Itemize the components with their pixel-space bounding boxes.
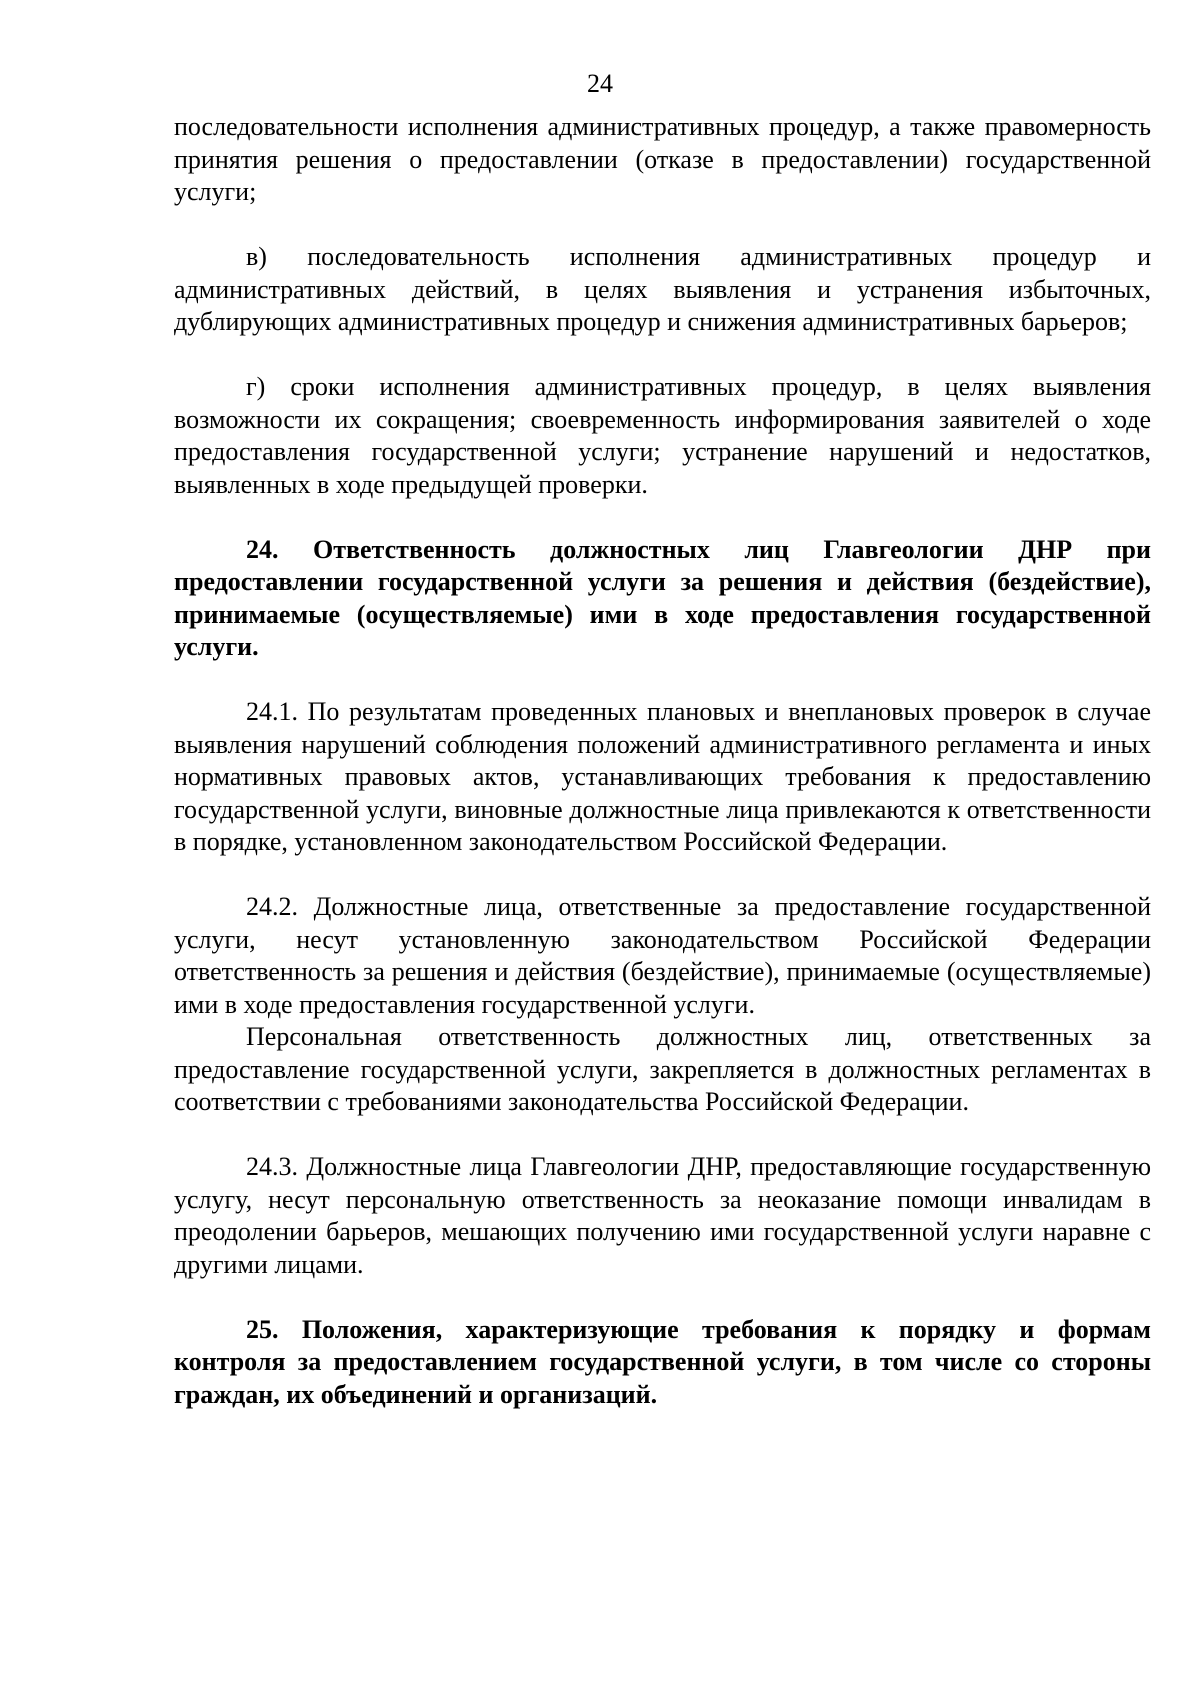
paragraph-item-g: г) сроки исполнения административных процедур, в целях выявления возможности их сокращения; своевременность информирования заявителей о ходе предоставления государственной услуги; устранение нарушений и недостатков, выявленных в ходе предыдущей проверки.: [174, 372, 1151, 499]
paragraph-24-2: 24.2. Должностные лица, ответственные за предоставление государственной услуги, несут установленную законодательством Российской Федерации ответственность за решения и действия (бездействие), принимаемые (осуществляемые) ими в ходе предоставления государственной услуги.: [174, 892, 1151, 1019]
paragraph-24-2-personal: Персональная ответственность должностных лиц, ответственных за предоставление государственной услуги, закрепляется в должностных регламентах в соответствии с требованиями законодательства Российской Федерации.: [174, 1022, 1151, 1116]
section-heading-25: 25. Положения, характеризующие требования к порядку и формам контроля за предоставлением государственной услуги, в том числе со стороны граждан, их объединений и организаций.: [174, 1314, 1151, 1409]
document-body: [174, 111, 1151, 1411]
page-number: 24: [587, 69, 613, 98]
paragraph-24-1: 24.1. По результатам проведенных плановых и внеплановых проверок в случае выявления нарушений соблюдения положений административного регламента и иных нормативных правовых актов, устанавливающих требования к предоставлению государственной услуги, виновные должностные лица привлекаются к ответственности в порядке, установленном законодательством Российской Федерации.: [174, 697, 1151, 856]
paragraph-item-v: в) последовательность исполнения административных процедур и административных действий, в целях выявления и устранения избыточных, дублирующих административных процедур и снижения административных барьеров;: [174, 242, 1151, 336]
paragraph-24-3: 24.3. Должностные лица Главгеологии ДНР, предоставляющие государственную услугу, несут персональную ответственность за неоказание помощи инвалидам в преодолении барьеров, мешающих получению ими государственной услуги наравне с другими лицами.: [174, 1152, 1151, 1279]
section-heading-24: 24. Ответственность должностных лиц Главгеологии ДНР при предоставлении государственной услуги за решения и действия (бездействие), принимаемые (осуществляемые) ими в ходе предоставления государственной услуги.: [174, 534, 1151, 661]
paragraph-continuation: последовательности исполнения административных процедур, а также правомерность принятия решения о предоставлении (отказе в предоставлении) государственной услуги;: [174, 112, 1151, 206]
